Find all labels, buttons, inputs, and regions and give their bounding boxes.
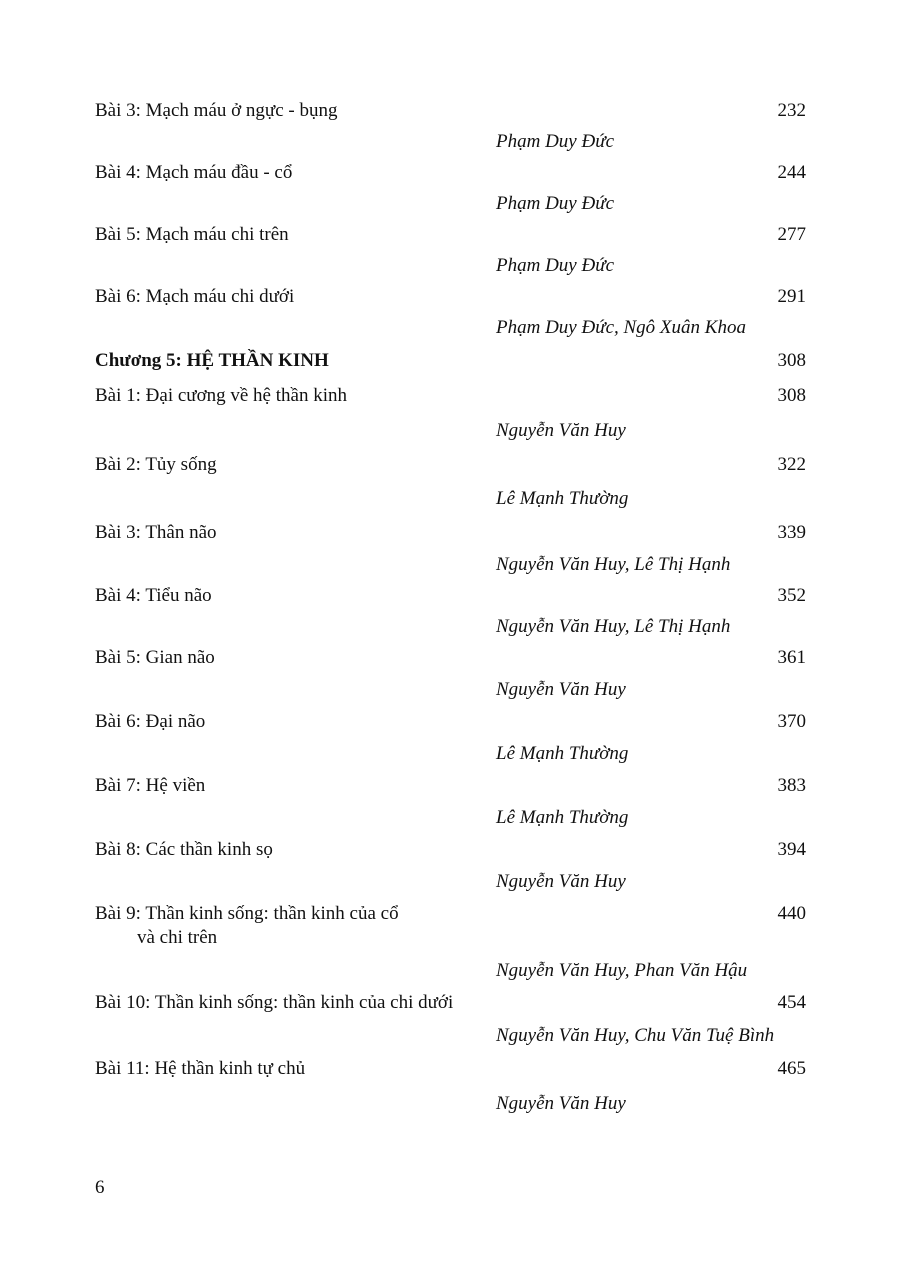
toc-entry-author: Nguyễn Văn Huy (496, 679, 626, 700)
toc-entry-author: Phạm Duy Đức (496, 131, 614, 152)
toc-entry-author: Phạm Duy Đức (496, 255, 614, 276)
toc-entry-title-line2: và chi trên (137, 927, 218, 948)
toc-entry-page: 361 (777, 647, 806, 668)
toc-entry-page: 465 (777, 1058, 806, 1079)
toc-entry-title: Bài 3: Thân não (95, 522, 217, 543)
toc-entry-author: Lê Mạnh Thường (496, 488, 629, 509)
toc-entry-title: Bài 3: Mạch máu ở ngực - bụng (95, 100, 338, 121)
toc-entry-title: Bài 1: Đại cương về hệ thần kinh (95, 385, 347, 406)
toc-entry-title: Bài 10: Thần kinh sống: thần kinh của chi dưới (95, 992, 454, 1013)
toc-entry-page: 277 (777, 224, 806, 245)
toc-entry-page: 383 (777, 775, 806, 796)
toc-entry-author: Nguyễn Văn Huy, Lê Thị Hạnh (496, 616, 731, 637)
toc-entry-title: Bài 8: Các thần kinh sọ (95, 839, 273, 860)
toc-entry-title: Bài 6: Đại não (95, 711, 206, 732)
toc-entry-author: Nguyễn Văn Huy (496, 420, 626, 441)
toc-entry-title: Bài 4: Tiểu não (95, 585, 212, 606)
toc-entry-author: Nguyễn Văn Huy (496, 871, 626, 892)
toc-entry-title: Bài 6: Mạch máu chi dưới (95, 286, 295, 307)
toc-entry-title (95, 902, 399, 950)
toc-entry-title: Bài 2: Tủy sống (95, 454, 217, 475)
toc-entry-title: Bài 4: Mạch máu đầu - cổ (95, 162, 293, 183)
chapter-page: 308 (777, 350, 806, 371)
toc-entry-page: 322 (777, 454, 806, 475)
toc-entry-author: Nguyễn Văn Huy, Lê Thị Hạnh (496, 554, 731, 575)
toc-entry-title: Bài 7: Hệ viền (95, 775, 206, 796)
toc-entry-author: Phạm Duy Đức, Ngô Xuân Khoa (496, 317, 746, 338)
toc-entry-page: 454 (777, 992, 806, 1013)
toc-entry-author: Nguyễn Văn Huy (496, 1093, 626, 1114)
toc-entry-page: 232 (777, 100, 806, 121)
toc-entry-page: 394 (777, 839, 806, 860)
toc-entry-page: 244 (777, 162, 806, 183)
toc-entry-page: 339 (777, 522, 806, 543)
toc-entry-title-line1: Bài 9: Thần kinh sống: thần kinh của cổ (95, 903, 399, 924)
toc-entry-page: 291 (777, 286, 806, 307)
toc-entry-page: 352 (777, 585, 806, 606)
toc-entry-author: Nguyễn Văn Huy, Phan Văn Hậu (496, 960, 748, 981)
toc-entry-page: 440 (777, 903, 806, 924)
toc-entry-title: Bài 5: Mạch máu chi trên (95, 224, 289, 245)
toc-entry-title: Bài 5: Gian não (95, 647, 215, 668)
toc-entry-title: Bài 11: Hệ thần kinh tự chủ (95, 1058, 306, 1079)
chapter-title: Chương 5: HỆ THẦN KINH (95, 350, 329, 371)
toc-entry-page: 370 (777, 711, 806, 732)
toc-entry-author: Lê Mạnh Thường (496, 807, 629, 828)
toc-entry-author: Phạm Duy Đức (496, 193, 614, 214)
toc-entry-page: 308 (777, 385, 806, 406)
toc-entry-author: Nguyễn Văn Huy, Chu Văn Tuệ Bình (496, 1025, 775, 1046)
page-number: 6 (95, 1177, 105, 1198)
toc-entry-author: Lê Mạnh Thường (496, 743, 629, 764)
